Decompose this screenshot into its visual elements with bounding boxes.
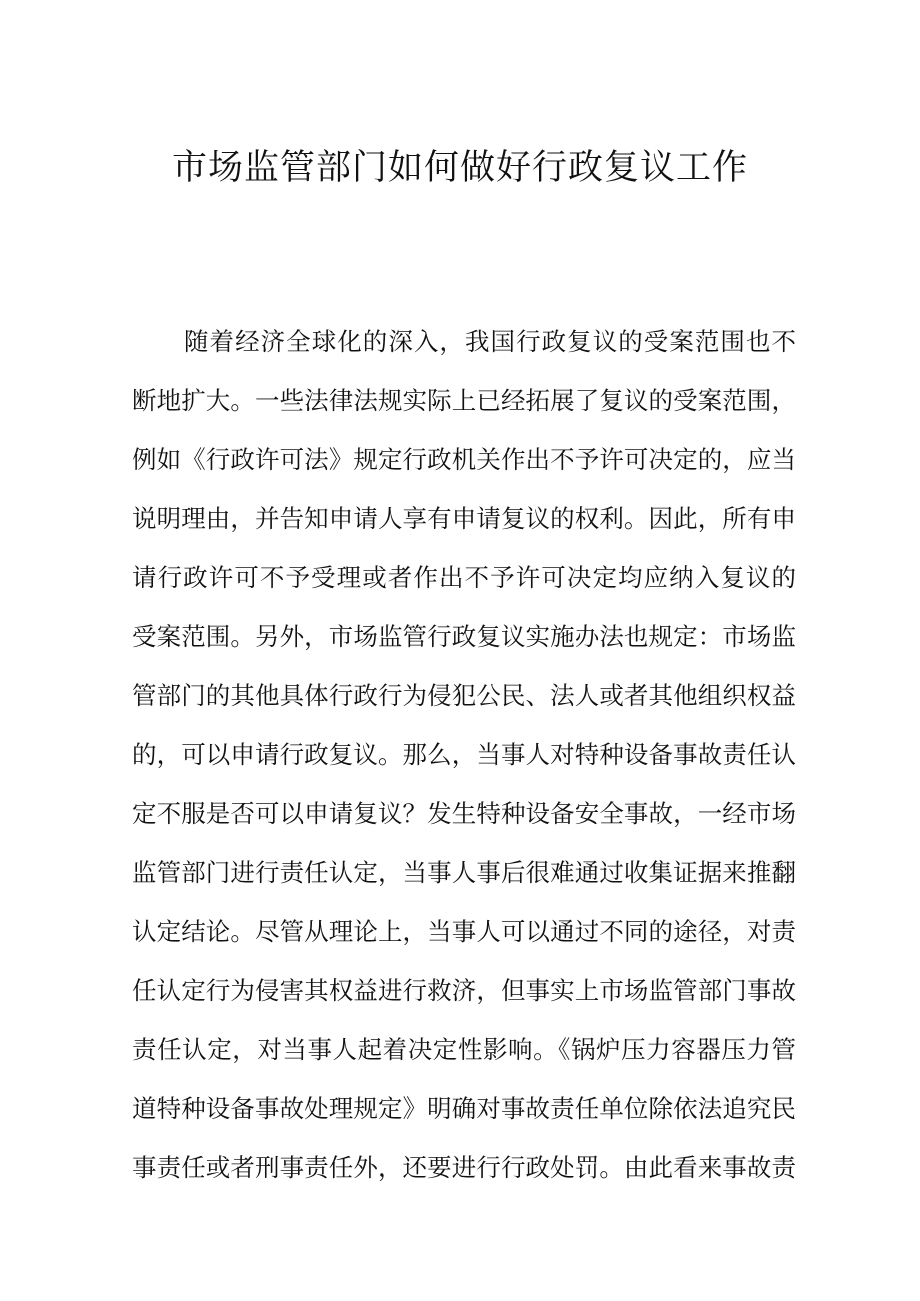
body-line: 道特种设备事故处理规定》明确对事故责任单位除依法追究民 — [132, 1094, 796, 1123]
body-line: 断地扩大。一些法律法规实际上已经拓展了复议的受案范围， — [132, 386, 796, 415]
body-line: 管部门的其他具体行政行为侵犯公民、法人或者其他组织权益 — [132, 681, 796, 710]
document-title: 市场监管部门如何做好行政复议工作 — [171, 148, 748, 188]
body-line: 监管部门进行责任认定，当事人事后很难通过收集证据来推翻 — [132, 858, 796, 887]
body-line: 的，可以申请行政复议。那么，当事人对特种设备事故责任认 — [132, 740, 796, 769]
body-line: 定不服是否可以申请复议？发生特种设备安全事故，一经市场 — [132, 799, 796, 828]
body-line: 认定结论。尽管从理论上，当事人可以通过不同的途径，对责 — [132, 917, 796, 946]
body-line: 任认定行为侵害其权益进行救济，但事实上市场监管部门事故 — [132, 976, 796, 1005]
body-line: 请行政许可不予受理或者作出不予许可决定均应纳入复议的 — [132, 563, 796, 592]
body-line: 例如《行政许可法》规定行政机关作出不予许可决定的，应当 — [132, 445, 796, 474]
body-line: 受案范围。另外，市场监管行政复议实施办法也规定：市场监 — [132, 622, 796, 651]
document-body — [132, 312, 796, 1197]
body-line: 说明理由，并告知申请人享有申请复议的权利。因此，所有申 — [132, 504, 796, 533]
body-line: 随着经济全球化的深入，我国行政复议的受案范围也不 — [184, 327, 796, 356]
body-line: 责任认定，对当事人起着决定性影响。《锅炉压力容器压力管 — [132, 1035, 796, 1064]
body-line: 事责任或者刑事责任外，还要进行行政处罚。由此看来事故责 — [132, 1153, 796, 1182]
